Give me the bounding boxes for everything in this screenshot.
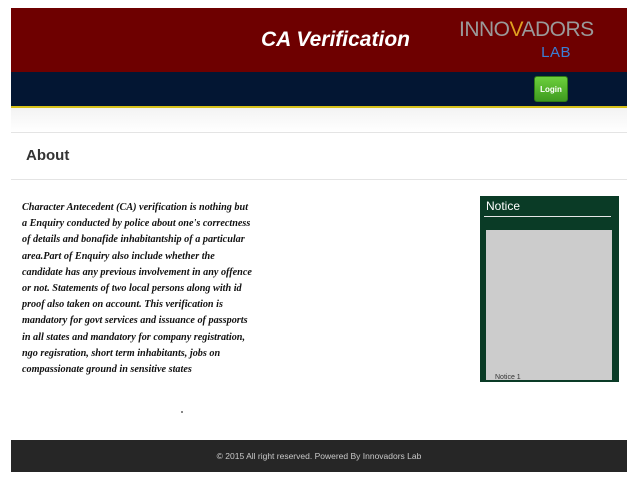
about-heading-bar — [11, 132, 627, 180]
site-footer — [11, 440, 627, 472]
page-title: CA Verification — [261, 28, 410, 51]
notice-divider — [484, 216, 611, 217]
stray-dot — [181, 411, 183, 413]
about-description: Character Antecedent (CA) verification is nothing but a Enquiry conducted by police about one's correctness of details and bonafide inhabitantship of a particular area.Part of Enquiry also include whether the candidate has any previous involvement in any offence or not. Statements of two local persons along with id proof also taken on account. This verification is mandatory for govt services and issuance of passports in all states and mandatory for company registration, ngo regisration, short term inhabitants, jobs on compassionate ground in sensitive states — [22, 202, 252, 376]
notice-panel — [480, 196, 619, 382]
page-frame — [11, 8, 627, 472]
notice-scroll-area[interactable] — [486, 230, 612, 380]
logo-wordmark: INNOVADORS — [459, 18, 594, 41]
footer-copyright: © 2015 All right reserved. Powered By Innovadors Lab — [216, 451, 422, 461]
innovadors-lab-logo[interactable] — [459, 18, 594, 64]
notice-item[interactable]: Notice 1 — [495, 374, 521, 380]
about-title: About — [26, 147, 70, 164]
logo-v-accent: V — [509, 18, 522, 41]
site-header — [11, 8, 627, 72]
login-button[interactable]: Login — [534, 76, 568, 102]
header-shadow — [11, 108, 627, 132]
nav-bar — [11, 72, 627, 108]
notice-title: Notice — [486, 199, 521, 213]
logo-lab-text: LAB — [541, 44, 571, 61]
